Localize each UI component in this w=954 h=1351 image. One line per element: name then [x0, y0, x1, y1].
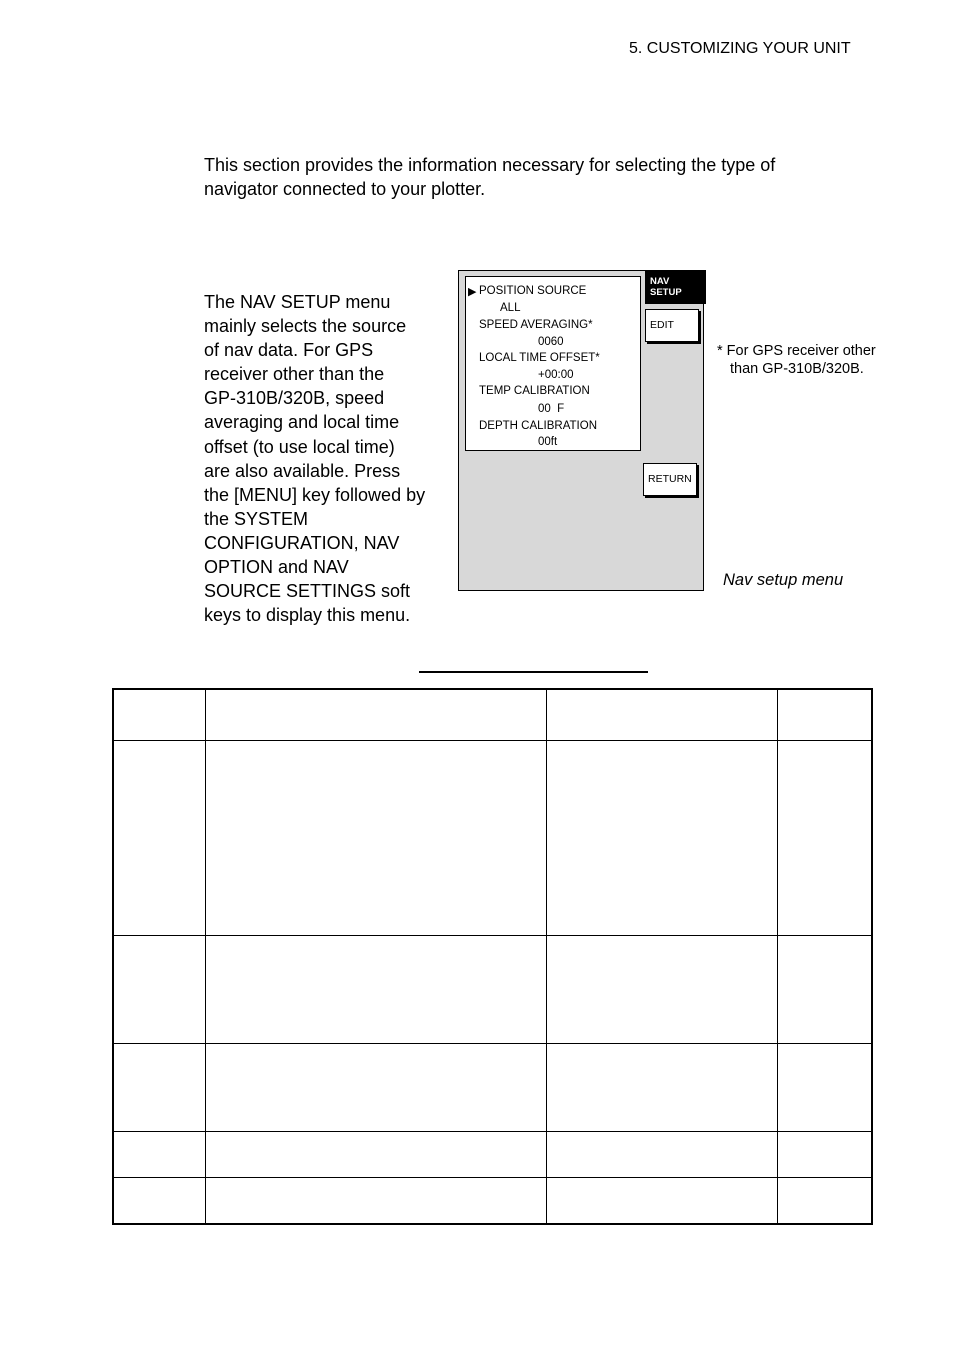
description-line: mainly selects the source [204, 316, 407, 337]
description-line: CONFIGURATION, NAV [204, 532, 400, 553]
table-cell [546, 689, 777, 740]
menu-item-speed-averaging[interactable]: SPEED AVERAGING* [479, 319, 593, 331]
description-line: SOURCE SETTINGS soft [204, 581, 411, 602]
menu-value-position-source: ALL [500, 302, 521, 314]
intro-line: This section provides the information necessary for selecting the type of [204, 155, 776, 175]
intro-paragraph [204, 153, 824, 201]
table-cell [113, 740, 205, 935]
table-row [113, 1131, 872, 1177]
table-cell [113, 689, 205, 740]
table-cell [113, 935, 205, 1043]
table-cell [113, 1177, 205, 1224]
description-line: keys to display this menu. [204, 605, 411, 626]
settings-table [112, 688, 873, 1225]
table-cell [777, 1131, 872, 1177]
table-cell [205, 1043, 546, 1131]
menu-item-local-time-offset[interactable]: LOCAL TIME OFFSET* [479, 352, 600, 364]
table-cell [205, 1131, 546, 1177]
menu-value-local-time-offset: +00:00 [538, 369, 574, 381]
description-line: the SYSTEM [204, 508, 309, 529]
table-cell [777, 689, 872, 740]
table-cell [546, 1177, 777, 1224]
return-softkey[interactable]: RETURN [643, 463, 697, 496]
nav-setup-description [204, 290, 444, 627]
table-cell [777, 1177, 872, 1224]
description-line: are also available. Press [204, 460, 401, 481]
menu-item-temp-calibration[interactable]: TEMP CALIBRATION [479, 385, 590, 397]
figure-caption: Nav setup menu [723, 571, 844, 589]
table-cell [546, 1131, 777, 1177]
table-cell [546, 935, 777, 1043]
table-cell [205, 1177, 546, 1224]
table-cell [777, 935, 872, 1043]
table-cell [113, 1131, 205, 1177]
menu-title-line: NAV [650, 276, 670, 287]
section-divider [419, 671, 648, 673]
table-cell [205, 935, 546, 1043]
nav-setup-menu [465, 276, 641, 451]
table-cell [777, 740, 872, 935]
table-row [113, 1177, 872, 1224]
nav-setup-screen [458, 270, 704, 591]
description-line: The NAV SETUP menu [204, 292, 391, 312]
footnote [717, 342, 876, 378]
footnote-line: * For GPS receiver other [717, 343, 876, 359]
menu-item-depth-calibration[interactable]: DEPTH CALIBRATION [479, 420, 597, 432]
description-line: of nav data. For GPS [204, 340, 374, 361]
table-row [113, 935, 872, 1043]
description-line: the [MENU] key followed by [204, 484, 426, 505]
table-header-row [113, 689, 872, 740]
table-cell [205, 689, 546, 740]
table-cell [205, 740, 546, 935]
description-line: GP-310B/320B, speed [204, 388, 385, 409]
menu-value-depth-calibration: 00ft [538, 436, 558, 448]
menu-title-tab [645, 270, 706, 304]
table-cell [546, 740, 777, 935]
menu-title-line: SETUP [650, 287, 682, 298]
table-row [113, 740, 872, 935]
description-line: offset (to use local time) [204, 436, 395, 457]
description-line: OPTION and NAV [204, 557, 349, 578]
intro-line: navigator connected to your plotter. [204, 179, 486, 199]
description-line: receiver other than the [204, 364, 385, 385]
table-cell [777, 1043, 872, 1131]
description-line: averaging and local time [204, 412, 400, 433]
running-header: 5. CUSTOMIZING YOUR UNIT [629, 40, 851, 57]
menu-item-position-source[interactable]: POSITION SOURCE [479, 285, 587, 297]
table-cell [113, 1043, 205, 1131]
cursor-arrow-icon: ▶ [468, 286, 477, 298]
table-row [113, 1043, 872, 1131]
footnote-line: than GP-310B/320B. [730, 361, 864, 377]
menu-value-temp-calibration: 00 F [538, 403, 565, 415]
menu-value-speed-averaging: 0060 [538, 336, 564, 348]
table-cell [546, 1043, 777, 1131]
edit-softkey[interactable]: EDIT [645, 309, 699, 342]
